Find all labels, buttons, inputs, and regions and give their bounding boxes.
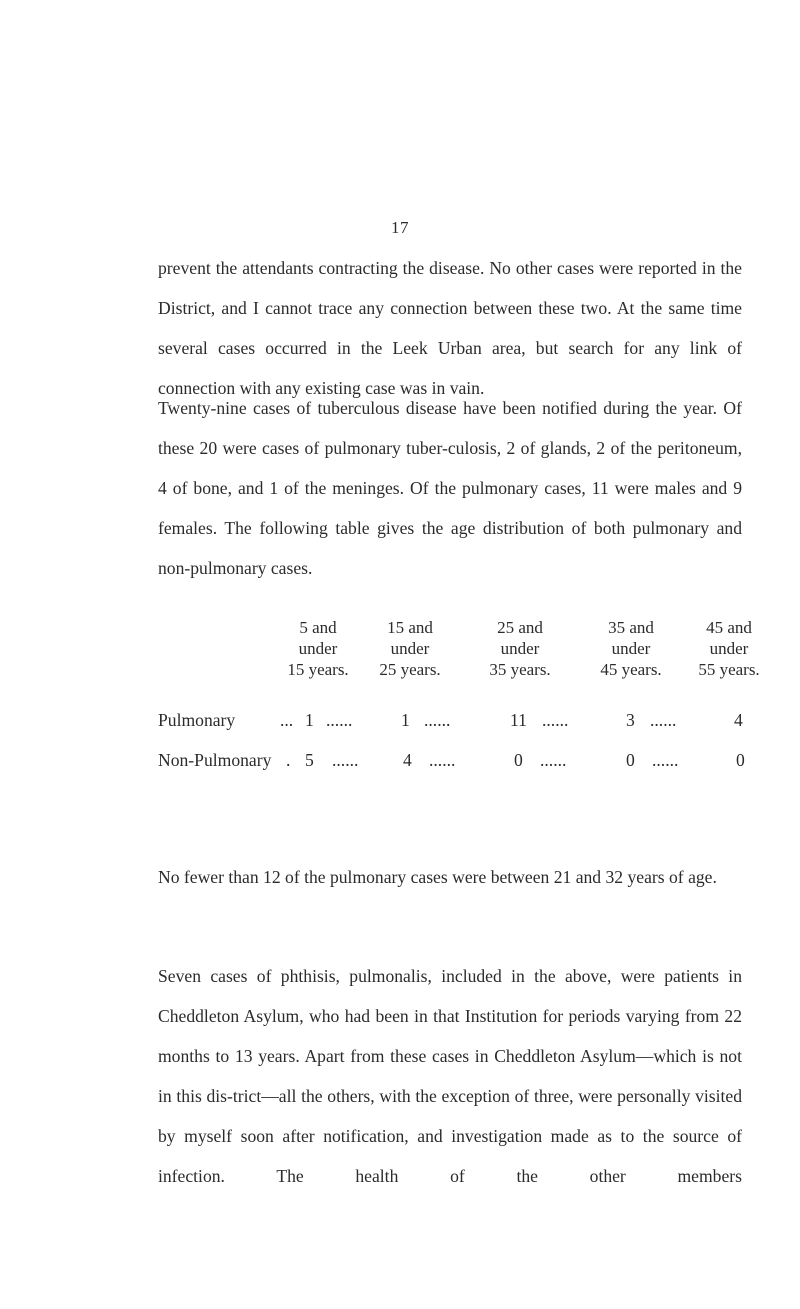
paragraph-attendants: prevent the attendants contracting the disease. No other cases were reported in the District, and I cannot trace any connection between these two. At the same time several cases occurred in the Leek Urban area, but search for any link of connection with any existing case was in vain. [158,258,742,398]
row-label: Pulmonary [158,710,236,730]
column-header-45-55: 45 and under 55 years. [698,618,760,679]
table-cell: 1 [305,710,314,730]
dot-leader: ...... [542,710,569,730]
column-header-5-15: 5 and under 15 years. [287,618,349,679]
dot-leader: ...... [652,750,679,770]
column-header-35-45: 35 and under 45 years. [600,618,662,679]
table-cell: 3 [626,710,635,730]
paragraph-age-range: No fewer than 12 of the pulmonary cases were between 21 and 32 years of age. [158,867,717,887]
paragraph-tuberculous-cases: Twenty-nine cases of tuberculous disease have been notified during the year. Of these 20 were cases of pulmonary tuber-culosis, 2 of glands, 2 of the peritoneum, 4 of bone, and 1 of the meninges. Of the pulmonary cases, 11 were males and 9 females. The following table gives the age distribution of both pulmonary and non-pulmonary cases. [158,398,742,578]
dot-leader: ...... [650,710,677,730]
dot-leader: ...... [332,750,359,770]
table-cell: 4 [403,750,412,770]
page-number: 17 [391,218,409,237]
table-cell: 5 [305,750,314,770]
table-cell: 0 [626,750,635,770]
dot-leader: ...... [540,750,567,770]
column-header-15-25: 15 and under 25 years. [379,618,441,679]
table-cell: 0 [514,750,523,770]
dot-leader: ...... [424,710,451,730]
paragraph-cheddleton-asylum: Seven cases of phthisis, pulmonalis, included in the above, were patients in Cheddleton Asylum, who had been in that Institution for periods varying from 22 months to 13 years. Apart from these cases in Cheddleton Asylum—which is not in this dis-trict—all the others, with the exception of three, were personally visited by myself soon after notification, and investigation made as to the source of infection. The health of the other members [158,966,742,1186]
dot-leader: ...... [326,710,353,730]
table-cell: 4 [734,710,743,730]
column-header-25-35: 25 and under 35 years. [489,618,551,679]
row-separator: ... [280,710,294,730]
row-separator: . [286,750,291,770]
table-cell: 1 [401,710,410,730]
table-cell: 0 [736,750,745,770]
dot-leader: ...... [429,750,456,770]
row-label: Non-Pulmonary [158,750,272,770]
table-cell: 11 [510,710,527,730]
